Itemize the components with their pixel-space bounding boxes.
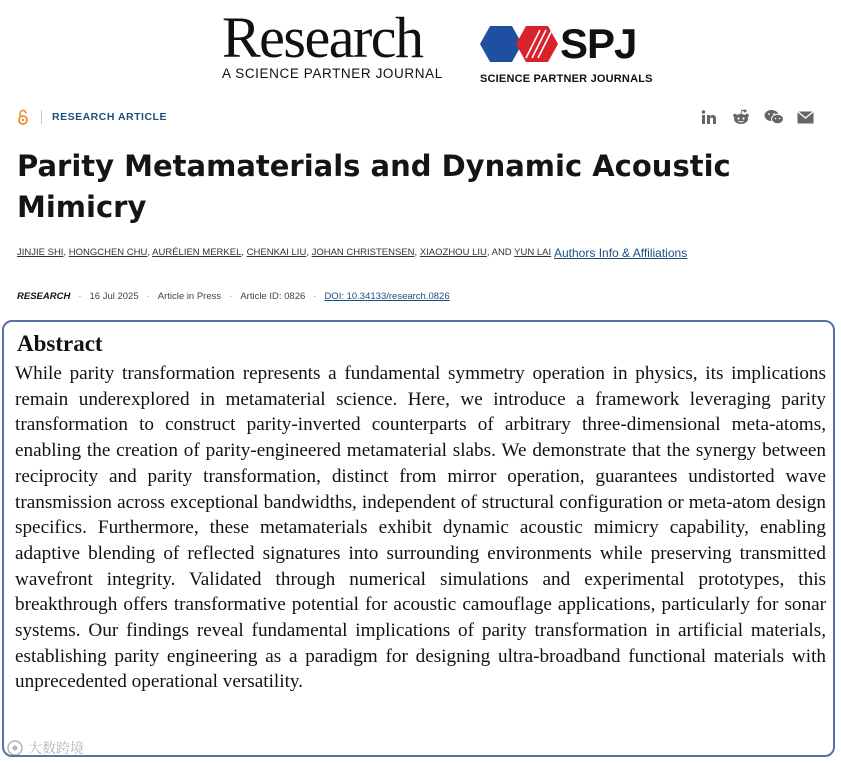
abstract-panel (2, 320, 835, 757)
research-journal-logo[interactable] (222, 5, 457, 81)
abstract-heading: Abstract (17, 331, 103, 356)
research-logo-word: Research (222, 5, 423, 70)
watermark-text: 大数跨境 (28, 740, 84, 756)
email-icon[interactable] (794, 108, 816, 126)
watermark (6, 738, 84, 758)
publication-date: 16 Jul 2025 (89, 291, 139, 302)
research-logo-tagline: A SCIENCE PARTNER JOURNAL (222, 66, 443, 81)
open-access-icon (17, 109, 29, 125)
author-link[interactable]: HONGCHEN CHU (68, 247, 148, 258)
publication-info-row: RESEARCH · 16 Jul 2025 · Article in Press · Article ID: 0826 · DOI: 10.34133/research.0826 (17, 291, 450, 302)
author-link[interactable]: CHENKAI LIU (246, 247, 307, 258)
wechat-icon[interactable] (763, 108, 785, 126)
author-conjunction: , AND (486, 247, 512, 258)
author-link[interactable]: YUN LAI (514, 247, 552, 258)
author-link[interactable]: AURÉLIEN MERKEL (152, 247, 242, 258)
reddit-icon[interactable] (730, 108, 752, 126)
article-type-row (17, 108, 167, 126)
author-link[interactable]: JOHAN CHRISTENSEN (311, 247, 415, 258)
article-title: Parity Metamaterials and Dynamic Acoustic Mimicry (17, 149, 731, 224)
article-id: Article ID: 0826 (240, 291, 306, 302)
article-type-label: RESEARCH ARTICLE (52, 111, 167, 123)
author-link[interactable]: XIAOZHOU LIU (419, 247, 487, 258)
spj-logo-word: SPJ (560, 20, 637, 67)
author-list: JINJIE SHI, HONGCHEN CHU, AURÉLIEN MERKEL, CHENKAI LIU, JOHAN CHRISTENSEN, XIAOZHOU LIU, AND YUN LAI (17, 247, 552, 258)
spj-hexagon-mark-icon (478, 22, 560, 66)
authors-info-link[interactable]: Authors Info & Affiliations (554, 246, 688, 260)
abstract-text: While parity transformation represents a fundamental symmetry operation in physics, its implications remain underexplored in metamaterial science. Here, we introduce a framework leveraging parity transformation to construct parity-inverted counterparts of arbitrary three-dimensional meta-atoms, enabling the creation of parity-engineered metamaterial slabs. We demonstrate that the synergy between reciprocity and parity transformation, distinct from mirror operation, guarantees undistorted wave transmission across exceptional bandwidths, independent of structural configuration or meta-atom design specifics. Furthermore, these metamaterials exhibit dynamic acoustic mimicry capability, enabling adaptive blending of reflected signatures into surrounding environments while preserving transmitted wavefront integrity. Validated through numerical simulations and experimental prototypes, this breakthrough offers transformative potential for acoustic camouflage applications, particularly for sonar systems. Our findings reveal fundamental implications of parity transformation in artificial materials, establishing parity engineering as a paradigm for designing ultra-broadband functional materials with unprecedented operational versatility. (15, 363, 826, 693)
spj-logo-tagline: SCIENCE PARTNER JOURNALS (480, 73, 653, 85)
author-link[interactable]: JINJIE SHI (17, 247, 64, 258)
journal-name: RESEARCH (17, 291, 71, 302)
article-status: Article in Press (157, 291, 222, 302)
doi-link[interactable]: DOI: 10.34133/research.0826 (324, 291, 450, 302)
divider (41, 110, 42, 124)
linkedin-icon[interactable] (698, 108, 720, 126)
spj-logo[interactable] (478, 20, 658, 85)
watermark-logo-icon (6, 739, 24, 757)
